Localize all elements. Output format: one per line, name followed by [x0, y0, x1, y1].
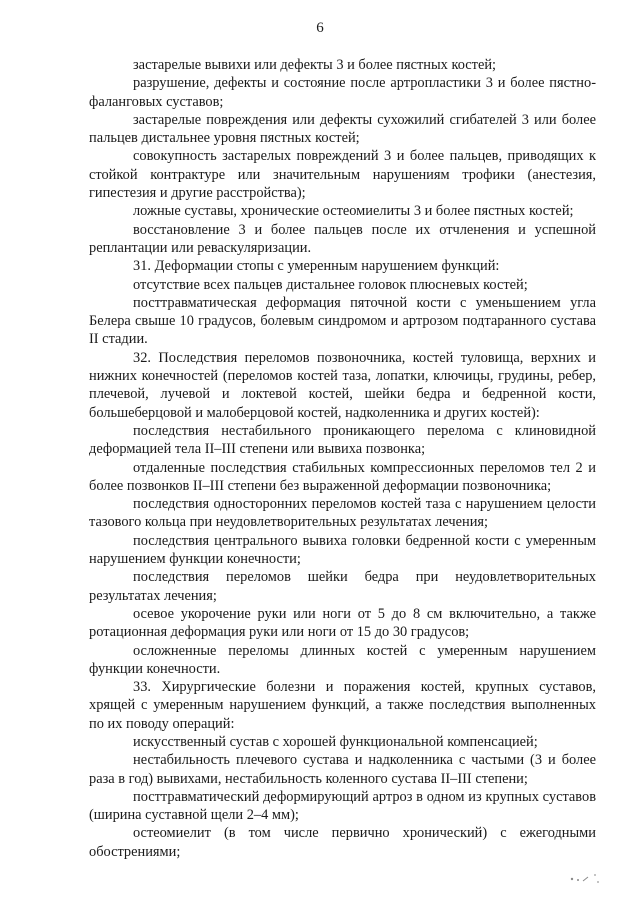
paragraph: отдаленные последствия стабильных компрессионных переломов тел 2 и более позвонков II–III степени без выраженной деформации позвоночника; [89, 459, 596, 494]
paragraph: осевое укорочение руки или ноги от 5 до 8 см включительно, а также ротационная деформация руки или ноги от 15 до 30 градусов; [89, 605, 596, 641]
section-heading-32: 32. Последствия переломов позвоночника, костей туловища, верхних и нижних конечностей (переломов костей таза, лопатки, ключицы, грудины, ребер, плечевой, лучевой и локтевой костей, шейки бедра и бедренной кости, большеберцовой и малоберцовой костей, надколенника и других костей): [89, 349, 596, 421]
paragraph: последствия переломов шейки бедра при неудовлетворительных результатах лечения; [89, 569, 596, 604]
paragraph: совокупность застарелых повреждений 3 и более пальцев, приводящих к стойкой контрактуре или значительным нарушениям трофики (анестезия, гипестезия и другие расстройства); [89, 148, 596, 202]
section-heading-33: 33. Хирургические болезни и поражения костей, крупных суставов, хрящей с умеренным нарушением функций, а также последствия выполненных по их поводу операций: [89, 679, 596, 732]
paragraph: последствия центрального вывиха головки бедренной кости с умеренным нарушением функции конечности; [89, 532, 596, 568]
paragraph: остеомиелит (в том числе первично хронический) с ежегодными обострениями; [89, 825, 596, 860]
section-heading-31: 31. Деформации стопы с умеренным нарушением функций: [133, 258, 500, 275]
page-number: 6 [316, 20, 324, 36]
paragraph: ложные суставы, хронические остеомиелиты 3 и более пястных костей; [133, 203, 574, 220]
scan-noise-icon [568, 871, 608, 885]
paragraph: посттравматическая деформация пяточной кости с уменьшением угла Белера свыше 10 градусов, болевым синдромом и артрозом подтаранного сустава II стадии. [89, 294, 596, 348]
paragraph: восстановление 3 и более пальцев после их отчленения и успешной реплантации или реваскуляризации. [89, 221, 596, 256]
document-body [89, 56, 596, 861]
paragraph: разрушение, дефекты и состояние после артропластики 3 и более пястно-фаланговых суставов; [89, 75, 596, 110]
paragraph: искусственный сустав с хорошей функциональной компенсацией; [133, 733, 538, 750]
paragraph: нестабильность плечевого сустава и надколенника с частыми (3 и более раза в год) вывихами, нестабильность коленного сустава II–III степени; [89, 752, 596, 787]
paragraph: последствия односторонних переломов костей таза с нарушением целости тазового кольца при неудовлетворительных результатах лечения; [89, 496, 596, 531]
paragraph: застарелые вывихи или дефекты 3 и более пястных костей; [133, 57, 497, 73]
paragraph: отсутствие всех пальцев дистальнее головок плюсневых костей; [133, 276, 528, 293]
paragraph: застарелые повреждения или дефекты сухожилий сгибателей 3 или более пальцев дистальнее уровня пястных костей; [89, 111, 596, 147]
paragraph: последствия нестабильного проникающего перелома с клиновидной деформацией тела II–III степени или вывиха позвонка; [89, 422, 596, 458]
paragraph: осложненные переломы длинных костей с умеренным нарушением функции конечности. [89, 642, 596, 677]
paragraph: посттравматический деформирующий артроз в одном из крупных суставов (ширина суставной щели 2–4 мм); [89, 788, 596, 824]
scan-artifact [568, 871, 608, 885]
